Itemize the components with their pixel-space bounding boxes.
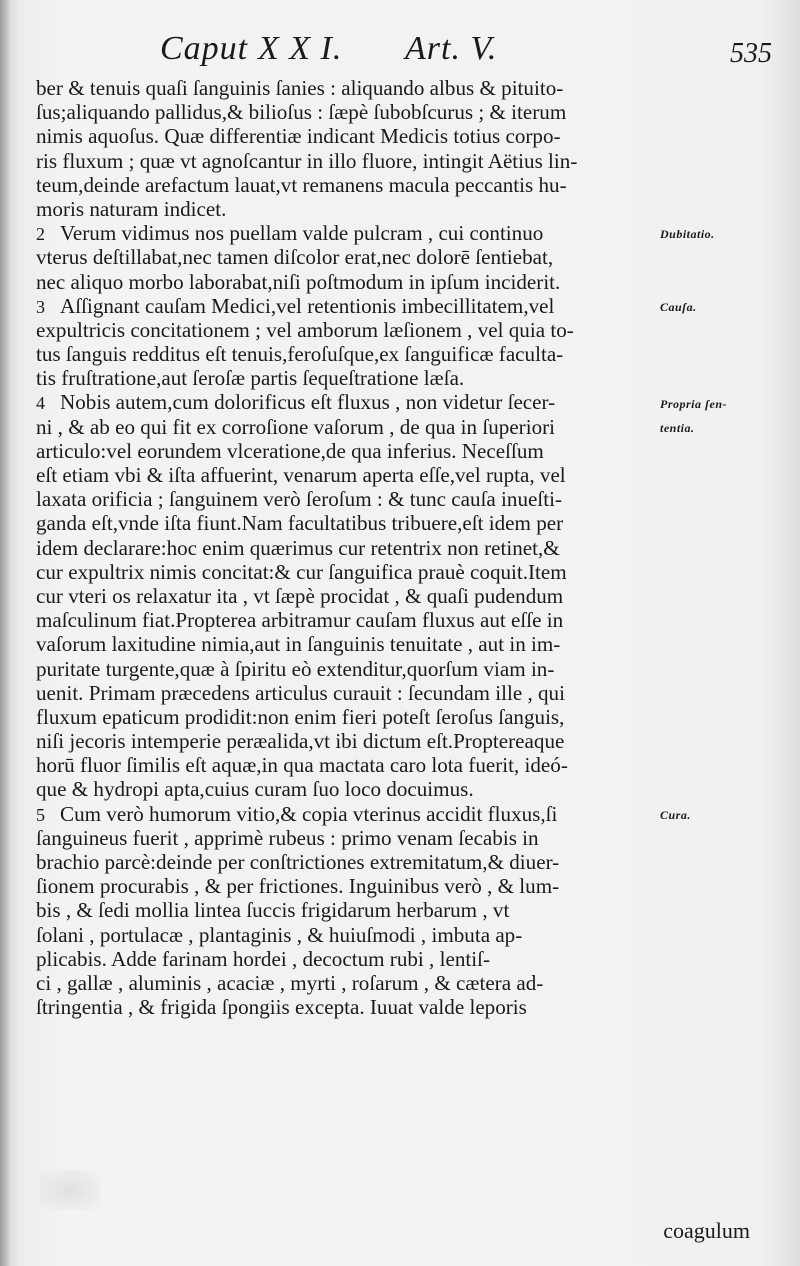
- text-line: [36, 947, 652, 971]
- line-text: Verum vidimus nos puellam valde pulcram , cui continuo: [60, 221, 544, 246]
- text-line: [36, 995, 652, 1019]
- line-text: ber & tenuis quaſi ſanguinis ſanies : aliquando albus & pituito-: [36, 76, 564, 100]
- text-line: [36, 632, 652, 656]
- line-text: horū fluor ſimilis eſt aquæ,in qua mactata caro lota fuerit, ideó-: [36, 753, 568, 778]
- line-text: plicabis. Adde farinam hordei , decoctum rubi , lentiſ-: [36, 946, 490, 971]
- text-line: [36, 705, 652, 729]
- margin-note: Cura.: [660, 808, 691, 822]
- line-text: nimis aquoſus. Quæ differentiæ indicant Medicis totius corpo-: [36, 124, 561, 149]
- catchword: coagulum: [663, 1218, 750, 1243]
- line-text: puritate turgente,quæ à ſpiritu eò extenditur,quorſum viam in-: [36, 656, 555, 681]
- text-line: [36, 221, 652, 245]
- text-line: [36, 753, 652, 777]
- text-line: [36, 898, 652, 922]
- margin-note: Propria ſen-: [660, 396, 727, 411]
- paragraph-number: 2: [36, 224, 45, 245]
- text-line: [36, 487, 652, 511]
- line-text: idem declarare:hoc enim quærimus cur retentrix non retinet,&: [36, 535, 560, 560]
- line-text: niſi jecoris intemperie peræalida,vt ibi dictum eſt.Proptereaque: [36, 729, 565, 754]
- main-text-block: [36, 76, 652, 1019]
- text-line: [36, 197, 652, 221]
- text-line: [36, 536, 652, 560]
- text-line: [36, 100, 652, 124]
- text-line: [36, 390, 652, 414]
- line-text: ſolani , portulacæ , plantaginis , & huiuſmodi , imbuta ap-: [36, 922, 523, 947]
- line-text: teum,deinde arefactum lauat,vt remanens macula peccantis hu-: [36, 172, 567, 197]
- text-line: [36, 608, 652, 632]
- text-line: [36, 76, 652, 100]
- text-line: [36, 149, 652, 173]
- text-line: [36, 318, 652, 342]
- line-text: ſus;aliquando pallidus,& bilioſus : ſæpè ſubobſcurus ; & iterum: [36, 100, 567, 125]
- header-caput: Caput: [160, 30, 249, 67]
- text-line: [36, 802, 652, 826]
- paragraph-number: 5: [36, 804, 45, 825]
- text-line: [36, 971, 652, 995]
- line-text: vterus deſtillabat,nec tamen diſcolor erat,nec dolorē ſentiebat,: [36, 245, 554, 270]
- line-text: ris fluxum ; quæ vt agnoſcantur in illo fluore, intingit Aëtius lin-: [36, 148, 578, 173]
- line-text: expultricis concitationem ; vel amborum læſionem , vel quia to-: [36, 317, 574, 342]
- margin-note: Dubitatio.: [660, 227, 715, 242]
- text-line: [36, 923, 652, 947]
- line-text: laxata orificia ; ſanguinem verò ſeroſum : & tunc cauſa inueſti-: [36, 487, 562, 512]
- line-text: que & hydropi apta,cuius curam ſuo loco docuimus.: [36, 777, 474, 802]
- line-text: Nobis autem,cum dolorificus eſt fluxus , non videtur ſecer-: [60, 390, 556, 415]
- line-text: vaſorum laxitudine nimia,aut in ſanguinis tenuitate , aut in im-: [36, 632, 561, 657]
- line-text: moris naturam indicet.: [36, 196, 227, 221]
- margin-note: tentia.: [660, 420, 695, 435]
- text-line: [36, 415, 652, 439]
- line-text: tis fruſtratione,aut ſeroſæ partis ſequeſtratione læſa.: [36, 366, 465, 391]
- line-text: eſt etiam vbi & iſta affuerint, venarum aperta eſſe,vel rupta, vel: [36, 463, 566, 487]
- text-line: [36, 874, 652, 898]
- line-text: ganda eſt,vnde iſta fiunt.Nam facultatibus tribuere,eſt idem per: [36, 511, 564, 536]
- line-text: ni , & ab eo qui fit ex corroſione vaſorum , de qua in ſuperiori: [36, 414, 556, 439]
- line-text: uenit. Primam præcedens articulus curauit : ſecundam ille , qui: [36, 680, 565, 705]
- text-line: [36, 294, 652, 318]
- text-line: [36, 560, 652, 584]
- line-text: cur vteri os relaxatur ita , vt ſæpè procidat , & quaſi pudendum: [36, 583, 564, 608]
- text-line: [36, 463, 652, 487]
- text-line: [36, 681, 652, 705]
- text-line: [36, 777, 652, 801]
- running-header: [160, 30, 670, 74]
- line-text: cur expultrix nimis concitat:& cur ſanguifica prauè coquit.Item: [36, 559, 567, 584]
- line-text: ſanguineus fuerit , apprimè rubeus : primo venam ſecabis in: [36, 825, 539, 850]
- header-article: Art. V.: [405, 30, 498, 67]
- paragraph-number: 4: [36, 393, 45, 414]
- text-line: [36, 270, 652, 294]
- line-text: nec aliquo morbo laborabat,niſi poſtmodum in ipſum inciderit.: [36, 269, 561, 294]
- line-text: fluxum epaticum prodidit:non enim fieri poteſt ſeroſus ſanguis,: [36, 704, 565, 729]
- line-text: maſculinum fiat.Propterea arbitramur cauſam fluxus aut eſſe in: [36, 608, 564, 633]
- margin-note: Cauſa.: [660, 299, 697, 314]
- line-text: tus ſanguis redditus eſt tenuis,feroſuſque,ex ſanguificæ faculta-: [36, 342, 564, 367]
- line-text: Aſſignant cauſam Medici,vel retentionis imbecillitatem,vel: [60, 293, 555, 318]
- text-line: [36, 657, 652, 681]
- header-chapter-number: X X I.: [258, 30, 343, 67]
- line-text: bis , & ſedi mollia lintea ſuccis frigidarum herbarum , vt: [36, 898, 510, 923]
- text-line: [36, 124, 652, 148]
- ink-smudge: [40, 1170, 100, 1210]
- book-spine-shadow: [0, 0, 10, 1266]
- text-line: [36, 826, 652, 850]
- page-number: 535: [730, 38, 772, 69]
- line-text: Cum verò humorum vitio,& copia vterinus accidit fluxus,ſi: [60, 801, 558, 826]
- line-text: brachio parcè:deinde per conſtrictiones extremitatum,& diuer-: [36, 850, 560, 874]
- text-line: [36, 850, 652, 874]
- text-line: [36, 584, 652, 608]
- line-text: ſionem procurabis , & per frictiones. Inguinibus verò , & lum-: [36, 874, 560, 899]
- text-line: [36, 173, 652, 197]
- line-text: articulo:vel eorundem vlceratione,de qua inferius. Neceſſum: [36, 438, 544, 463]
- line-text: ſtringentia , & frigida ſpongiis excepta. Iuuat valde leporis: [36, 995, 527, 1020]
- line-text: ci , gallæ , aluminis , acaciæ , myrti , roſarum , & cætera ad-: [36, 970, 544, 995]
- paragraph-number: 3: [36, 296, 45, 317]
- text-line: [36, 729, 652, 753]
- text-line: [36, 511, 652, 535]
- text-line: [36, 245, 652, 269]
- text-line: [36, 439, 652, 463]
- text-line: [36, 366, 652, 390]
- text-line: [36, 342, 652, 366]
